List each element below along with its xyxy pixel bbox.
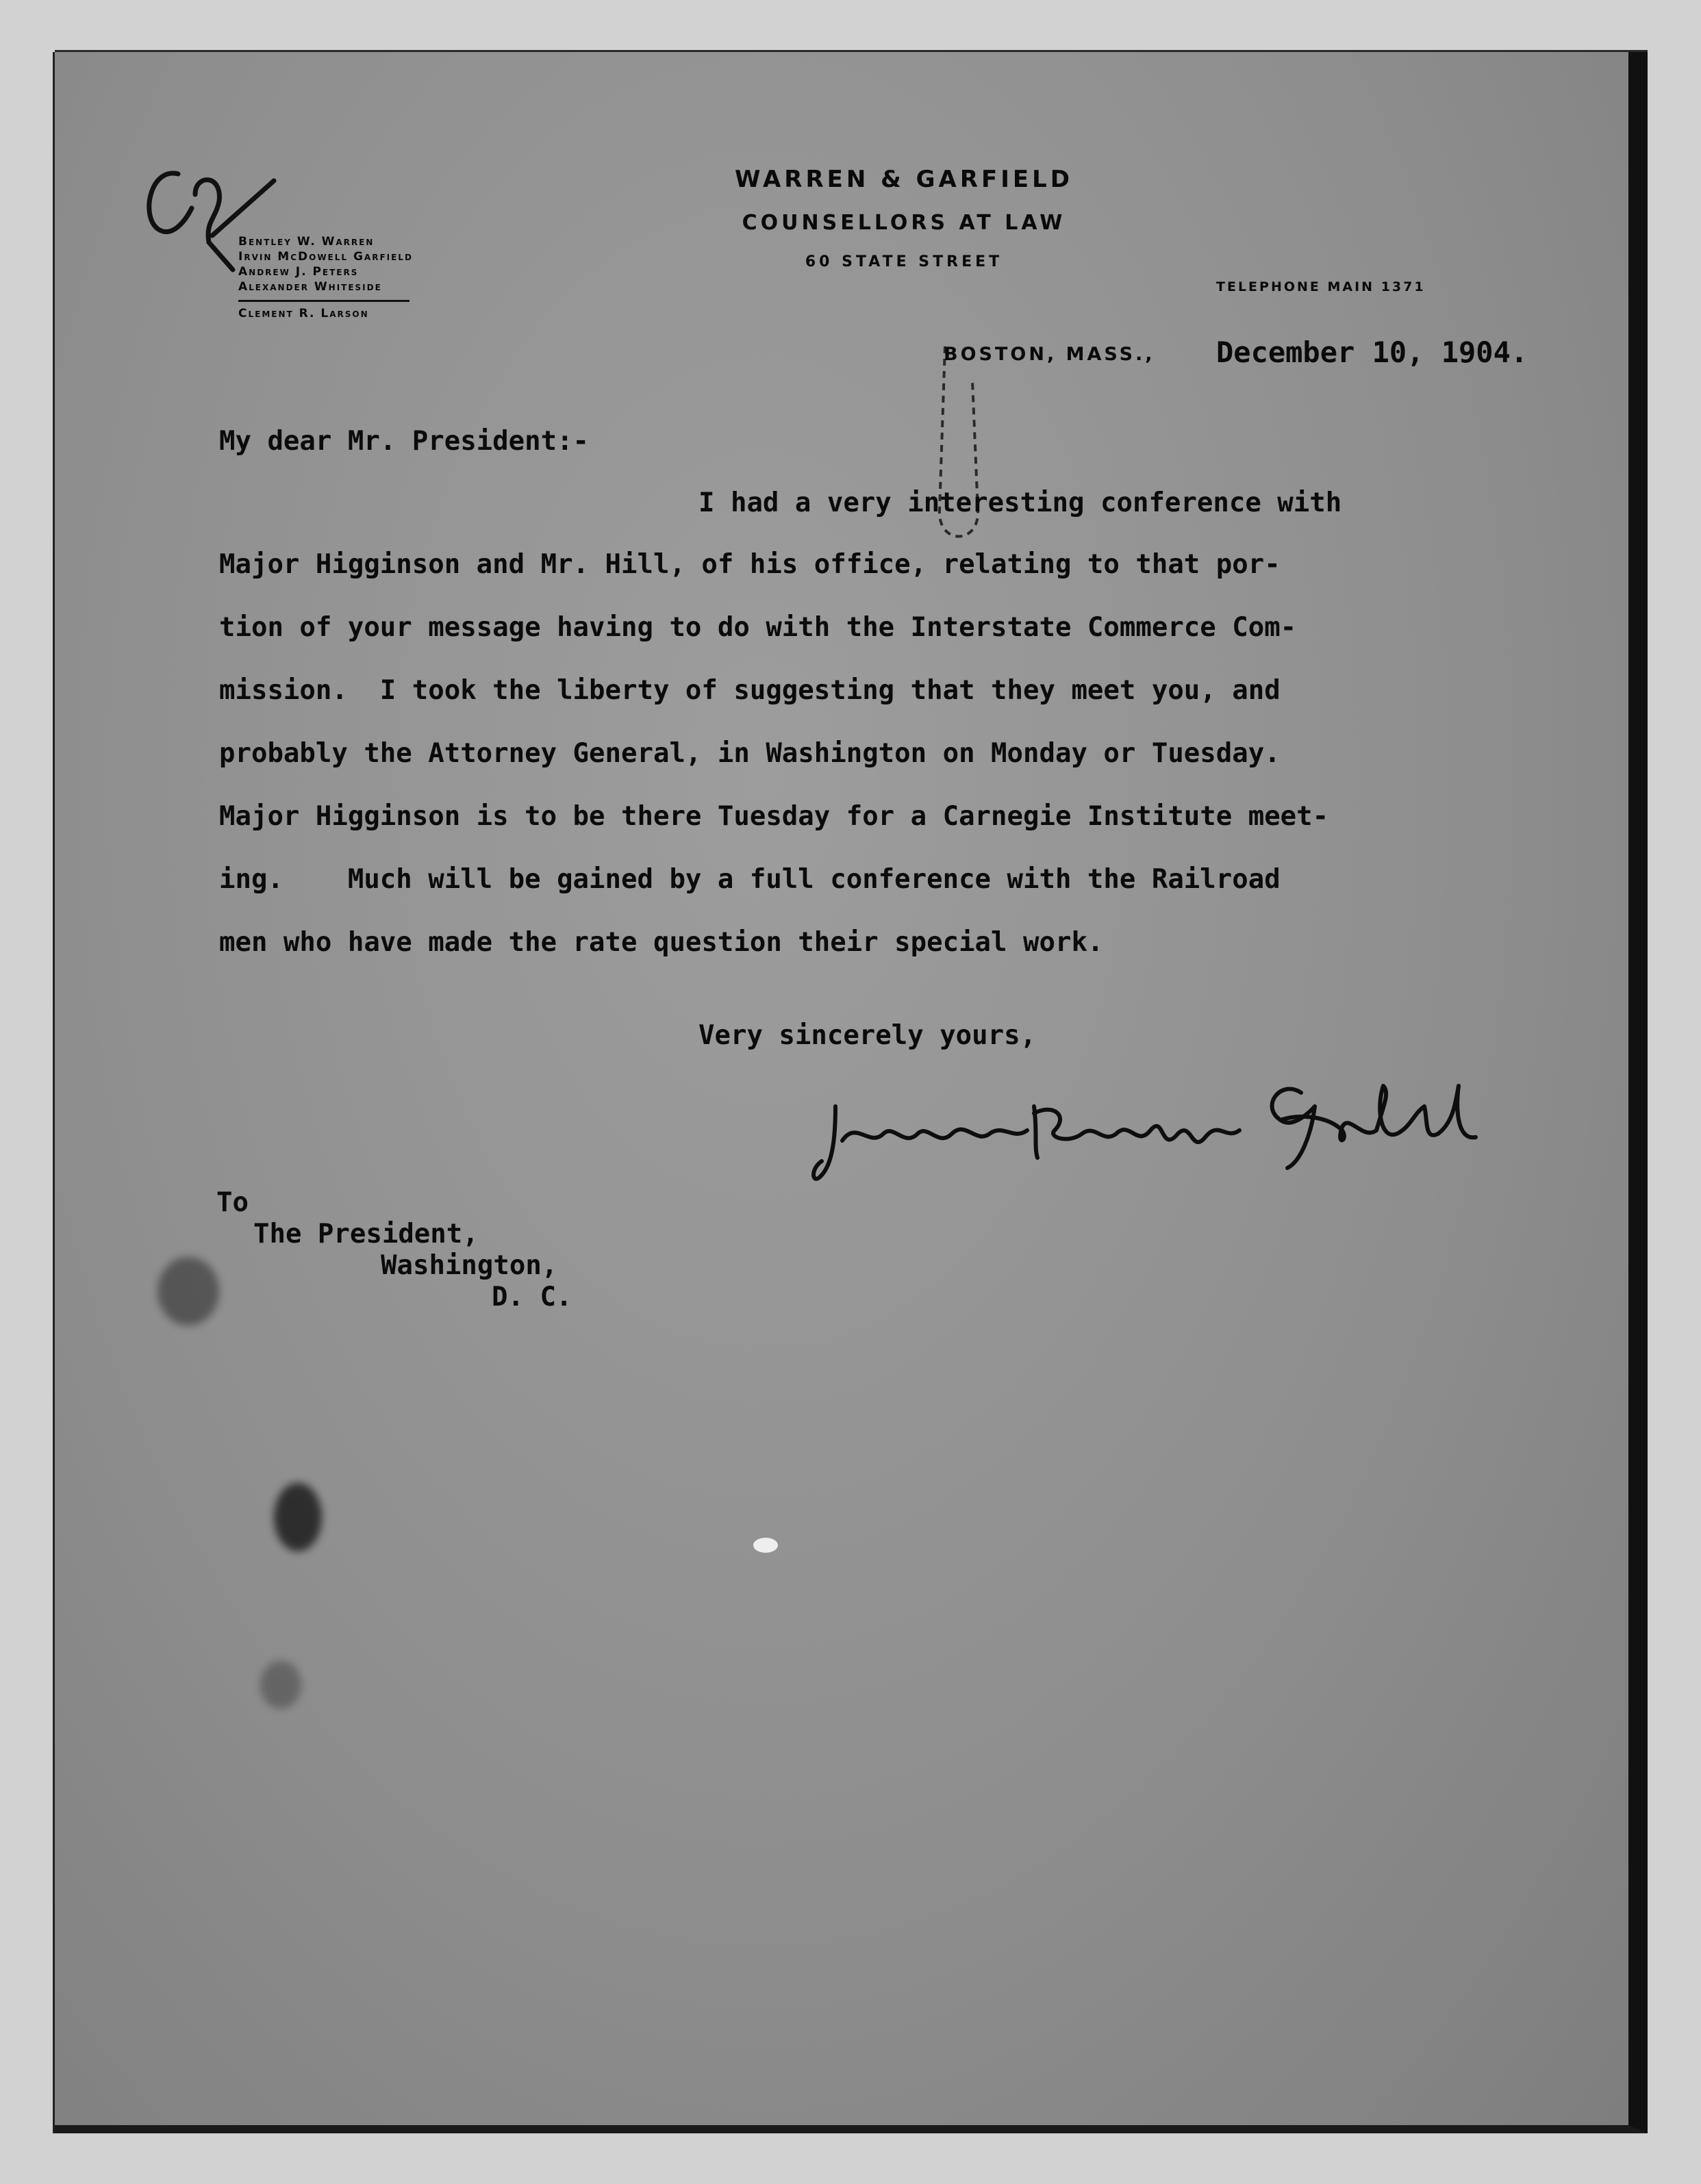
ink-smudge (260, 1661, 301, 1709)
signature (808, 1065, 1493, 1195)
paper-clip (897, 340, 1000, 572)
ink-smudge (274, 1483, 322, 1551)
telephone: TELEPHONE MAIN 1371 (1216, 279, 1426, 294)
letter-date: December 10, 1904. (1216, 335, 1528, 369)
body-line: men who have made the rate question their special work. (219, 927, 1104, 958)
body-line: ing. Much will be gained by a full conference with the Railroad (219, 864, 1281, 895)
body-line: Major Higginson is to be there Tuesday for a Carnegie Institute meet- (219, 801, 1329, 832)
letter-page (55, 52, 1648, 2133)
closing: Very sincerely yours, (698, 1020, 1037, 1051)
partners-divider (238, 300, 410, 302)
firm-address: 60 STATE STREET (805, 253, 1003, 270)
body-line: I had a very interesting conference with (698, 487, 1342, 518)
body-line: probably the Attorney General, in Washington on Monday or Tuesday. (219, 738, 1281, 769)
associate-name: Clement R. Larson (238, 307, 369, 320)
body-line: Major Higginson and Mr. Hill, of his office, relating to that por- (219, 549, 1281, 580)
salutation: My dear Mr. President:- (219, 426, 590, 457)
firm-profession: COUNSELLORS AT LAW (742, 211, 1066, 235)
recipient-line: D. C. (492, 1282, 572, 1312)
paper-flaw (753, 1538, 778, 1553)
place: BOSTON, MASS., (944, 344, 1155, 365)
recipient-line: The President, (253, 1219, 479, 1249)
body-line: tion of your message having to do with the Interstate Commerce Com- (219, 612, 1297, 643)
ink-smudge (158, 1257, 219, 1325)
partner-name: Irvin McDowell Garfield (238, 250, 413, 264)
partner-name: Alexander Whiteside (238, 280, 382, 294)
partners-list (238, 234, 413, 321)
recipient-line: Washington, (381, 1250, 558, 1281)
partner-name: Bentley W. Warren (238, 235, 375, 249)
firm-name: WARREN & GARFIELD (734, 166, 1074, 193)
body-line: mission. I took the liberty of suggesting that they meet you, and (219, 675, 1281, 706)
recipient-to: To (216, 1187, 249, 1218)
partner-name: Andrew J. Peters (238, 265, 359, 279)
